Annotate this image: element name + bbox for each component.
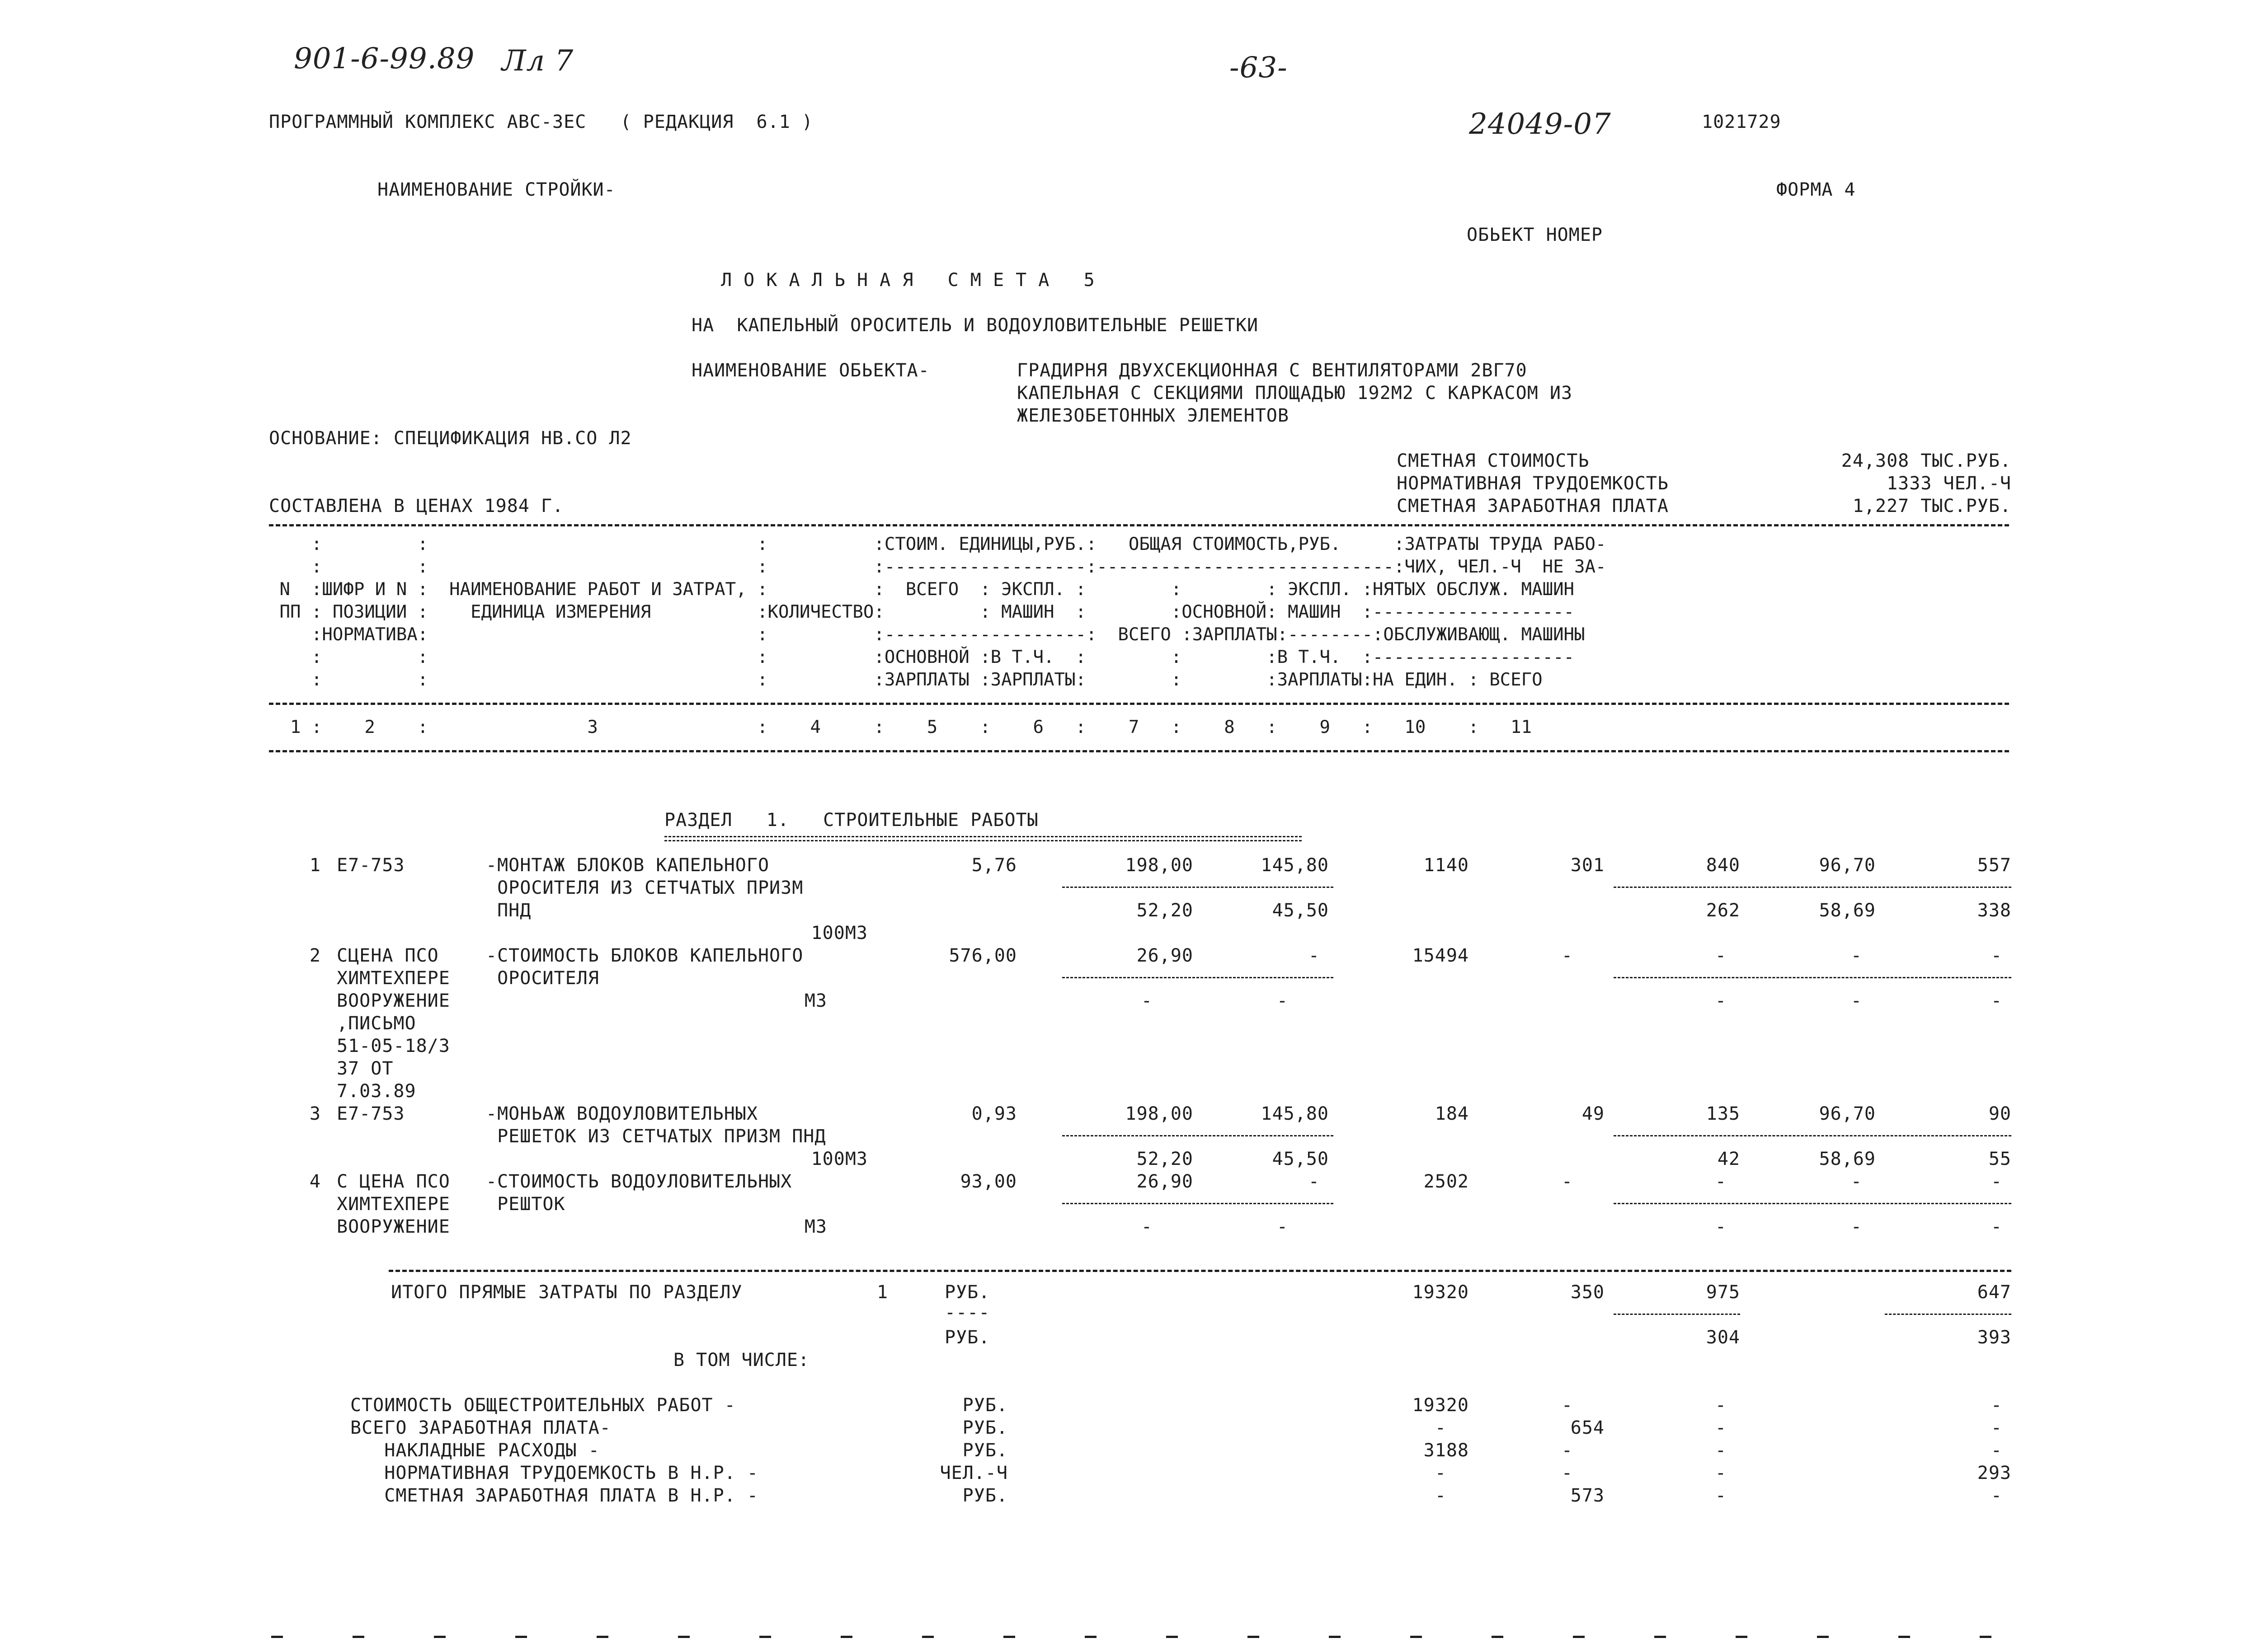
row-total: 184 [1435, 1103, 1469, 1124]
row-unit-mach: 145,80 [1261, 1103, 1329, 1124]
row-qty: 0,93 [971, 1103, 1017, 1124]
totals-wages: 350 [1570, 1282, 1605, 1303]
sub-rule [1062, 1203, 1333, 1204]
sub-rule [1614, 977, 2011, 978]
breakdown-mach: - [1715, 1417, 1727, 1438]
breakdown-unit: РУБ. [962, 1485, 1008, 1506]
row-serv-total: - [1991, 990, 2002, 1011]
object-name-line: ГРАДИРНЯ ДВУХСЕКЦИОННАЯ С ВЕНТИЛЯТОРАМИ 2ВГ70 [1017, 360, 1527, 381]
row-serv-unit: 58,69 [1819, 900, 1876, 921]
footer-dash [1492, 1636, 1503, 1638]
footer-dash [353, 1636, 364, 1638]
object-name-line: ЖЕЛЕЗОБЕТОННЫХ ЭЛЕМЕНТОВ [1017, 405, 1289, 426]
breakdown-wages: - [1561, 1395, 1573, 1416]
footer-dash [1573, 1636, 1585, 1638]
table-header-line: N :ШИФР И N : НАИМЕНОВАНИЕ РАБОТ И ЗАТРАТ, : : ВСЕГО : ЭКСПЛ. : : : ЭКСПЛ. :НЯТЫХ ОБСЛУЖ. МАШИН [269, 579, 1575, 600]
form-label: ФОРМА 4 [1776, 179, 1856, 200]
breakdown-labor: - [1991, 1485, 2002, 1506]
breakdown-unit: РУБ. [962, 1440, 1008, 1461]
totals-label: ИТОГО ПРЯМЫЕ ЗАТРАТЫ ПО РАЗДЕЛУ [391, 1282, 743, 1303]
breakdown-mach: - [1715, 1440, 1727, 1461]
including-label: В ТОМ ЧИСЛЕ: [673, 1350, 810, 1370]
row-serv-total: 338 [1977, 900, 2011, 921]
breakdown-unit: РУБ. [962, 1417, 1008, 1438]
doc-code: 24049-07 [1469, 108, 1611, 141]
row-mach: - [1715, 1171, 1727, 1192]
breakdown-labor: 293 [1977, 1463, 2011, 1483]
totals-mach-wages: 304 [1706, 1327, 1740, 1348]
price-basis: СОСТАВЛЕНА В ЦЕНАХ 1984 Г. [269, 496, 564, 516]
row-number: 4 [309, 1171, 321, 1192]
doc-title: Л О К А Л Ь Н А Я С М Е Т А 5 [721, 270, 1095, 291]
footer-dash [1003, 1636, 1015, 1638]
table-header-line: :НОРМАТИВА: : :-------------------: ВСЕГО :ЗАРПЛАТЫ:--------:ОБСЛУЖИВАЮЩ. МАШИНЫ [269, 624, 1585, 645]
row-unit-wages: 52,20 [1136, 900, 1193, 921]
row-labor-unit: 96,70 [1819, 1103, 1876, 1124]
footer-dash [1410, 1636, 1422, 1638]
breakdown-total: 19320 [1412, 1395, 1469, 1416]
summary-value: 1,227 ТЫС.РУБ. [1852, 496, 2011, 516]
row-mach: - [1715, 945, 1727, 966]
breakdown-total: 3188 [1423, 1440, 1469, 1461]
breakdown-labor: - [1991, 1395, 2002, 1416]
row-number: 1 [309, 855, 321, 876]
row-unit-total: 198,00 [1125, 1103, 1193, 1124]
footer-dash [1736, 1636, 1747, 1638]
row-serv-total: - [1991, 1216, 2002, 1237]
totals-total: 19320 [1412, 1282, 1469, 1303]
sheet-code: 901-6-99.89 [294, 42, 475, 75]
sub-rule [1614, 1135, 2011, 1136]
row-serv-unit: - [1850, 990, 1862, 1011]
footer-dash [515, 1636, 527, 1638]
row-labor-unit: - [1850, 1171, 1862, 1192]
breakdown-label: СМЕТНАЯ ЗАРАБОТНАЯ ПЛАТА В Н.Р. - [350, 1485, 758, 1506]
summary-value: 1333 ЧЕЛ.-Ч [1887, 473, 2011, 494]
row-unit-wages: - [1141, 1216, 1153, 1237]
construction-label: НАИМЕНОВАНИЕ СТРОЙКИ- [377, 179, 616, 200]
row-labor-total: - [1991, 945, 2002, 966]
row-unit-total: 26,90 [1136, 945, 1193, 966]
row-name: -МОНЬАЖ ВОДОУЛОВИТЕЛЬНЫХ [486, 1103, 758, 1124]
row-code: ХИМТЕХПЕРЕ [337, 1194, 450, 1215]
row-unit: 100М3 [811, 923, 868, 943]
breakdown-label: СТОИМОСТЬ ОБЩЕСТРОИТЕЛЬНЫХ РАБОТ - [350, 1395, 736, 1416]
row-code: 7.03.89 [337, 1081, 416, 1102]
row-mach-wages: 262 [1706, 900, 1740, 921]
breakdown-mach: - [1715, 1485, 1727, 1506]
row-total: 2502 [1423, 1171, 1469, 1192]
doc-subtitle: НА КАПЕЛЬНЫЙ ОРОСИТЕЛЬ И ВОДОУЛОВИТЕЛЬНЫЕ РЕШЕТКИ [692, 315, 1259, 336]
footer-dash [922, 1636, 934, 1638]
row-labor-total: 90 [1988, 1103, 2011, 1124]
row-unit-wages: 52,20 [1136, 1149, 1193, 1169]
row-number: 3 [309, 1103, 321, 1124]
row-code: Е7-753 [337, 855, 405, 876]
row-unit-mach: - [1308, 1171, 1320, 1192]
row-unit-mach: 145,80 [1261, 855, 1329, 876]
row-wages: - [1561, 1171, 1573, 1192]
breakdown-label: НОРМАТИВНАЯ ТРУДОЕМКОСТЬ В Н.Р. - [350, 1463, 758, 1483]
basis: ОСНОВАНИЕ: СПЕЦИФИКАЦИЯ НВ.СО Л2 [269, 428, 632, 449]
row-wages: - [1561, 945, 1573, 966]
row-wages: 301 [1570, 855, 1605, 876]
footer-dash [1329, 1636, 1341, 1638]
sub-rule [1062, 1135, 1333, 1136]
row-code: ,ПИСЬМО [337, 1013, 416, 1034]
row-mach-wages: - [1715, 1216, 1727, 1237]
page-number: -63- [1229, 51, 1288, 84]
totals-unit: РУБ. [945, 1282, 990, 1303]
row-labor-total: 557 [1977, 855, 2011, 876]
column-numbers: 1 : 2 : 3 : 4 : 5 : 6 : 7 : 8 : 9 : 10 : 11 [269, 717, 1532, 737]
row-qty: 576,00 [949, 945, 1017, 966]
breakdown-wages: - [1561, 1440, 1573, 1461]
rule-line [269, 750, 2009, 752]
footer-dash [1980, 1636, 1991, 1638]
row-code: 51-05-18/3 [337, 1036, 450, 1056]
breakdown-total: - [1435, 1485, 1446, 1506]
row-unit-mach: - [1308, 945, 1320, 966]
row-serv-unit: - [1850, 1216, 1862, 1237]
table-header-line: : : : :-------------------:----------------------------:ЧИХ, ЧЕЛ.-Ч НЕ ЗА- [269, 557, 1606, 577]
row-name: ОРОСИТЕЛЯ [486, 968, 599, 989]
row-qty: 93,00 [960, 1171, 1017, 1192]
totals-underline: ---- [945, 1302, 990, 1323]
breakdown-wages: 573 [1570, 1485, 1605, 1506]
row-labor-unit: 96,70 [1819, 855, 1876, 876]
row-code: ХИМТЕХПЕРЕ [337, 968, 450, 989]
row-number: 2 [309, 945, 321, 966]
row-total: 15494 [1412, 945, 1469, 966]
row-qty: 5,76 [971, 855, 1017, 876]
row-mach: 135 [1706, 1103, 1740, 1124]
row-name: -МОНТАЖ БЛОКОВ КАПЕЛЬНОГО [486, 855, 770, 876]
row-labor-unit: - [1850, 945, 1862, 966]
footer-dash [434, 1636, 446, 1638]
row-name: РЕШЕТОК ИЗ СЕТЧАТЫХ ПРИЗМ ПНД [486, 1126, 826, 1147]
rule-line [269, 703, 2009, 705]
breakdown-mach: - [1715, 1395, 1727, 1416]
breakdown-unit: ЧЕЛ.-Ч [940, 1463, 1008, 1483]
breakdown-mach: - [1715, 1463, 1727, 1483]
breakdown-total: - [1435, 1463, 1446, 1483]
row-code: 37 ОТ [337, 1058, 394, 1079]
object-name-line: КАПЕЛЬНАЯ С СЕКЦИЯМИ ПЛОЩАДЬЮ 192М2 С КАРКАСОМ ИЗ [1017, 383, 1573, 404]
row-mach-wages: 42 [1717, 1149, 1740, 1169]
row-unit: М3 [804, 990, 827, 1011]
section-underline [664, 836, 1302, 841]
footer-dash [1085, 1636, 1097, 1638]
sub-rule [1614, 1203, 2011, 1204]
row-labor-total: - [1991, 1171, 2002, 1192]
sub-rule [1614, 1314, 1740, 1315]
row-unit-mach-wages: 45,50 [1272, 900, 1329, 921]
footer-dash [1654, 1636, 1666, 1638]
breakdown-wages: 654 [1570, 1417, 1605, 1438]
row-mach: 840 [1706, 855, 1740, 876]
row-code: ВООРУЖЕНИЕ [337, 990, 450, 1011]
breakdown-wages: - [1561, 1463, 1573, 1483]
table-header-line: : : : :ЗАРПЛАТЫ :ЗАРПЛАТЫ: : :ЗАРПЛАТЫ:НА ЕДИН. : ВСЕГО [269, 670, 1543, 690]
row-unit-mach-wages: 45,50 [1272, 1149, 1329, 1169]
summary-label: СМЕТНАЯ ЗАРАБОТНАЯ ПЛАТА [1397, 496, 1669, 516]
row-code: СЦЕНА ПСО [337, 945, 439, 966]
footer-dash [1817, 1636, 1829, 1638]
row-unit: М3 [804, 1216, 827, 1237]
row-code: ВООРУЖЕНИЕ [337, 1216, 450, 1237]
row-serv-total: 55 [1988, 1149, 2011, 1169]
sub-rule [1062, 977, 1333, 978]
totals-mach: 975 [1706, 1282, 1740, 1303]
totals-serv: 393 [1977, 1327, 2011, 1348]
doc-number: 1021729 [1702, 112, 1781, 132]
breakdown-labor: - [1991, 1417, 2002, 1438]
rule-line [389, 1270, 2011, 1272]
table-header-line: : : : :ОСНОВНОЙ :В Т.Ч. : : :В Т.Ч. :------------------- [269, 647, 1575, 667]
object-label: НАИМЕНОВАНИЕ ОБЬЕКТА- [692, 360, 930, 381]
totals-labor: 647 [1977, 1282, 2011, 1303]
breakdown-unit: РУБ. [962, 1395, 1008, 1416]
sheet-number: Лл 7 [502, 44, 574, 78]
row-mach-wages: - [1715, 990, 1727, 1011]
breakdown-total: - [1435, 1417, 1446, 1438]
row-name: ПНД [486, 900, 532, 921]
summary-value: 24,308 ТЫС.РУБ. [1841, 451, 2011, 471]
row-name: -СТОИМОСТЬ ВОДОУЛОВИТЕЛЬНЫХ [486, 1171, 792, 1192]
footer-dash [1166, 1636, 1178, 1638]
summary-label: СМЕТНАЯ СТОИМОСТЬ [1397, 451, 1590, 471]
footer-dash [678, 1636, 690, 1638]
breakdown-labor: - [1991, 1440, 2002, 1461]
row-wages: 49 [1581, 1103, 1605, 1124]
row-unit-mach-wages: - [1276, 990, 1288, 1011]
row-serv-unit: 58,69 [1819, 1149, 1876, 1169]
object-number: ОБЬЕКТ НОМЕР [1467, 225, 1603, 245]
footer-dash [271, 1636, 283, 1638]
sub-rule [1062, 887, 1333, 888]
breakdown-label: НАКЛАДНЫЕ РАСХОДЫ - [350, 1440, 600, 1461]
footer-dash [759, 1636, 771, 1638]
row-name: ОРОСИТЕЛЯ ИЗ СЕТЧАТЫХ ПРИЗМ [486, 878, 804, 898]
row-unit-wages: - [1141, 990, 1153, 1011]
summary-label: НОРМАТИВНАЯ ТРУДОЕМКОСТЬ [1397, 473, 1669, 494]
table-header-line: ПП : ПОЗИЦИИ : ЕДИНИЦА ИЗМЕРЕНИЯ :КОЛИЧЕСТВО: : МАШИН : :ОСНОВНОЙ: МАШИН :------------------- [269, 602, 1575, 622]
sub-rule [1885, 1314, 2011, 1315]
row-total: 1140 [1423, 855, 1469, 876]
totals-section-num: 1 [877, 1282, 889, 1303]
row-unit-total: 198,00 [1125, 855, 1193, 876]
row-name: РЕШТОК [486, 1194, 565, 1215]
footer-dash [841, 1636, 852, 1638]
rule-line [269, 524, 2009, 526]
footer-dash [1898, 1636, 1910, 1638]
program-name: ПРОГРАММНЫЙ КОМПЛЕКС АВС-3ЕС ( РЕДАКЦИЯ 6.1 ) [269, 112, 813, 132]
row-name: -СТОИМОСТЬ БЛОКОВ КАПЕЛЬНОГО [486, 945, 804, 966]
footer-dash [1247, 1636, 1259, 1638]
sub-rule [1614, 887, 2011, 888]
table-header-line: : : : :СТОИМ. ЕДИНИЦЫ,РУБ.: ОБЩАЯ СТОИМОСТЬ,РУБ. :ЗАТРАТЫ ТРУДА РАБО- [269, 534, 1606, 554]
row-code: С ЦЕНА ПСО [337, 1171, 450, 1192]
totals-unit: РУБ. [945, 1327, 990, 1348]
row-unit: 100М3 [811, 1149, 868, 1169]
row-code: Е7-753 [337, 1103, 405, 1124]
row-unit-mach-wages: - [1276, 1216, 1288, 1237]
breakdown-label: ВСЕГО ЗАРАБОТНАЯ ПЛАТА- [350, 1417, 611, 1438]
row-unit-total: 26,90 [1136, 1171, 1193, 1192]
section-title: РАЗДЕЛ 1. СТРОИТЕЛЬНЫЕ РАБОТЫ [664, 810, 1039, 831]
footer-dash [597, 1636, 608, 1638]
